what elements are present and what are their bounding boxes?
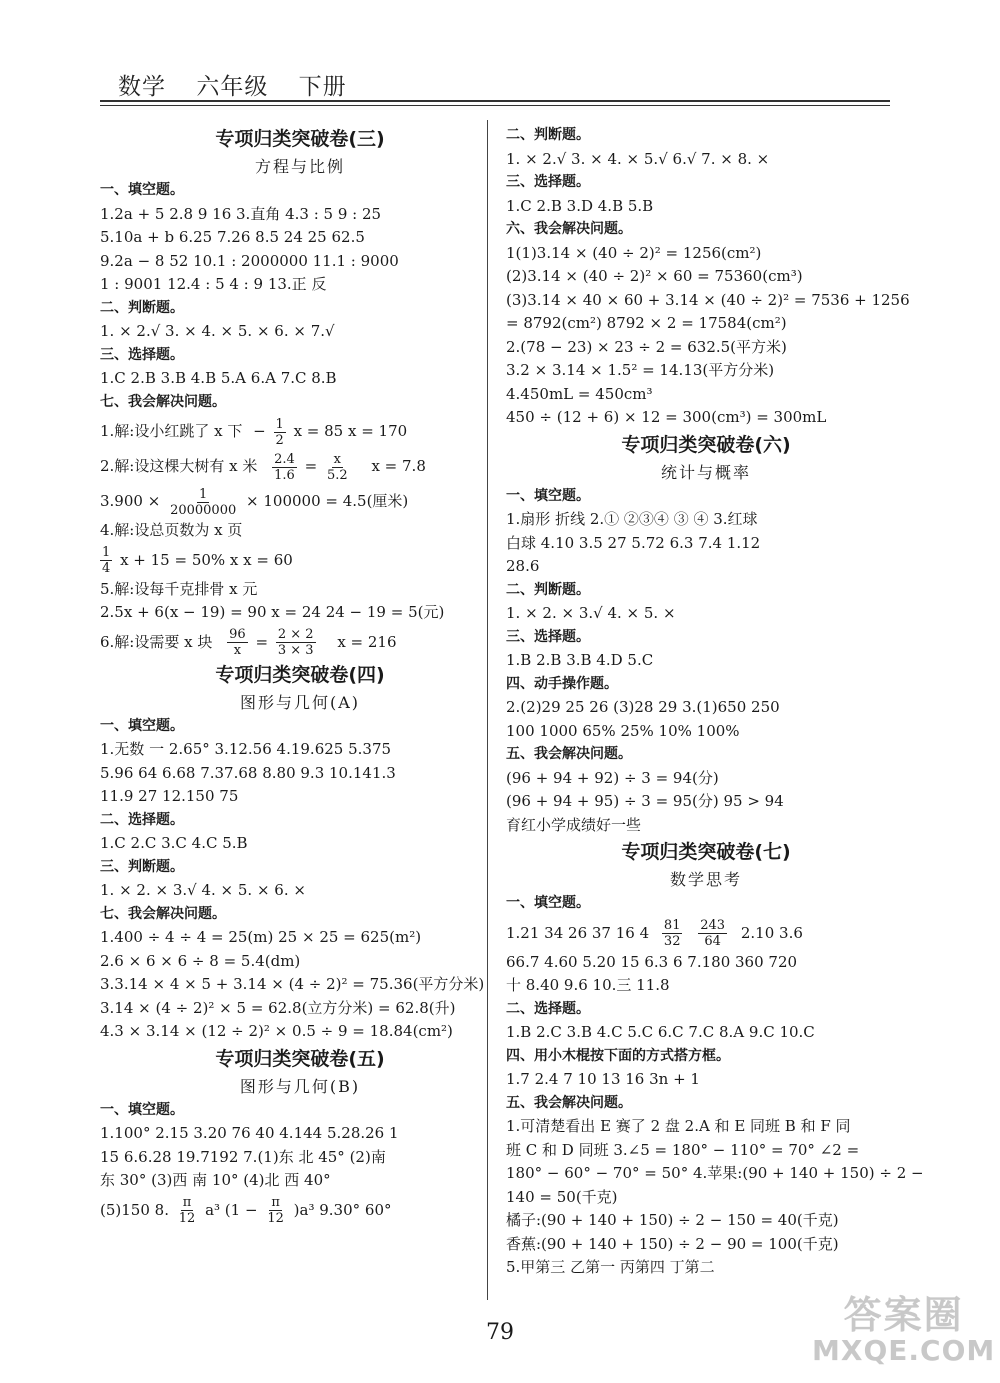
- answer-line: 2.(2)29 25 26 (3)28 29 3.(1)650 250: [506, 698, 780, 716]
- answer-line: 1. × 2.√ 3. × 4. × 5.√ 6.√ 7. × 8. ×: [506, 149, 770, 168]
- page-header: [118, 68, 369, 101]
- question-heading: 三、判断题。: [100, 858, 184, 875]
- answer-line: 28.6: [506, 557, 540, 575]
- section-subtitle: 图形与几何(A): [239, 692, 361, 712]
- question-heading: 三、选择题。: [100, 346, 184, 363]
- answer-line: (3)3.14 × 40 × 60 + 3.14 × (40 ÷ 2)² = 7536 + 1256: [506, 290, 910, 309]
- answer-line: 2.(78 − 23) × 23 ÷ 2 = 632.5(平方米): [506, 337, 787, 356]
- answer-line: (5)150 8. $\frac{\pi}{12}$ a³ (1 − $\frac{\pi}{12}$ )a³ 9.30° 60°: [100, 1195, 392, 1226]
- fraction: $\frac{\pi}{12}$: [267, 1195, 284, 1226]
- answer-line: 5.甲第三 乙第一 丙第四 丁第二: [506, 1258, 715, 1276]
- question-heading: 二、判断题。: [100, 299, 184, 316]
- answer-line: 十 8.40 9.6 10.三 11.8: [506, 976, 670, 994]
- question-heading: 一、填空题。: [506, 487, 590, 504]
- section-title: 专项归类突破卷(五): [215, 1047, 385, 1070]
- answer-line: 1.B 2.B 3.B 4.D 5.C: [506, 651, 654, 669]
- answer-line: 4.450mL = 450cm³: [506, 384, 653, 403]
- answer-line: 东 30° (3)西 南 10° (4)北 西 40°: [100, 1171, 331, 1189]
- question-heading: 二、判断题。: [506, 581, 590, 598]
- section-title: 专项归类突破卷(三): [215, 128, 385, 150]
- answer-line: 4.解:设总页数为 x 页: [100, 521, 243, 539]
- answer-line: (96 + 94 + 95) ÷ 3 = 95(分) 95 > 94: [506, 792, 784, 810]
- answer-line: 1.7 2.4 7 10 13 16 3n + 1: [506, 1070, 700, 1088]
- answer-line: 450 ÷ (12 + 6) × 12 = 300(cm³) = 300mL: [506, 408, 827, 426]
- section-subtitle: 图形与几何(B): [239, 1076, 361, 1096]
- answer-line: 1. × 2. × 3.√ 4. × 5. ×: [506, 604, 676, 622]
- fraction: $\frac{x}{5.2}$: [326, 451, 348, 483]
- header-rule: [100, 100, 890, 102]
- answer-line: (2)3.14 × (40 ÷ 2)² × 60 = 75360(cm³): [506, 267, 803, 285]
- answer-line: 5.解:设每千克排骨 x 元: [100, 579, 258, 598]
- answer-line: 3.2 × 3.14 × 1.5² = 14.13(平方分米): [506, 361, 775, 379]
- answer-line: 育红小学成绩好一些: [506, 815, 642, 834]
- answer-line: 11.9 27 12.150 75: [100, 787, 239, 805]
- answer-line: 1.B 2.C 3.B 4.C 5.C 6.C 7.C 8.A 9.C 10.C: [506, 1023, 815, 1041]
- question-heading: 一、填空题。: [100, 182, 184, 198]
- answer-line: 2.5x + 6(x − 19) = 90 x = 24 24 − 19 = 5(元): [100, 603, 445, 621]
- right-column: [506, 124, 924, 1280]
- answer-line: 180° − 60° − 70° = 50° 4.苹果:(90 + 140 + 150) ÷ 2 −: [506, 1164, 924, 1182]
- fraction: $\frac{1}{4}$: [102, 545, 111, 576]
- question-heading: 一、填空题。: [506, 895, 590, 911]
- fraction: $\frac{2 \times 2}{3 \times 3}$: [277, 627, 314, 658]
- answer-line: 140 = 50(千克): [506, 1187, 618, 1206]
- answer-line: 橘子:(90 + 140 + 150) ÷ 2 − 150 = 40(千克): [506, 1211, 839, 1229]
- answer-line: 5.10a + b 6.25 7.26 8.5 24 25 62.5: [100, 228, 365, 246]
- answer-line: 白球 4.10 3.5 27 5.72 6.3 7.4 1.12: [506, 533, 761, 552]
- answer-line: 6.解:设需要 x 块 $\frac{96}{x}$ = $\frac{2 \times 2}{3 \times 3}$ x = 216: [100, 627, 397, 658]
- watermark-url: MXQE.COM: [812, 1333, 996, 1367]
- answer-line: 2.解:设这棵大树有 x 米 $\frac{2.4}{1.6}$ = $\frac{x}{5.2}$ x = 7.8: [100, 451, 426, 483]
- section-subtitle: 方程与比例: [254, 157, 345, 176]
- question-heading: 四、动手操作题。: [506, 675, 618, 692]
- question-heading: 五、我会解决问题。: [506, 746, 632, 762]
- answer-line: 100 1000 65% 25% 10% 100%: [506, 721, 740, 740]
- fraction: $\frac{1}{2}$: [275, 416, 284, 448]
- answer-line: 3.14 × (4 ÷ 2)² × 5 = 62.8(立方分米) = 62.8(升): [100, 998, 456, 1017]
- section-title: 专项归类突破卷(六): [621, 433, 791, 456]
- answer-line: 3.3.14 × 4 × 5 + 3.14 × (4 ÷ 2)² = 75.36(平方分米): [100, 975, 485, 993]
- answer-line: 1.21 34 26 37 16 4 $\frac{81}{32}$ $\frac{243}{64}$ 2.10 3.6: [506, 918, 803, 949]
- answer-line: 1.扇形 折线 2.① ②③④ ③ ④ 3.红球: [506, 510, 758, 528]
- left-column: [100, 124, 500, 1228]
- answer-line: $\frac{1}{4}$ x + 15 = 50% x x = 60: [102, 545, 293, 576]
- fraction: $\frac{1}{20000000}$: [170, 486, 237, 518]
- answer-line: 15 6.6.28 19.7192 7.(1)东 北 45° (2)南: [100, 1147, 386, 1166]
- answer-line: 1 : 9001 12.4 : 5 4 : 9 13.正 反: [100, 275, 327, 293]
- answer-line: 2.6 × 6 × 6 ÷ 8 = 5.4(dm): [100, 951, 301, 970]
- header-grade: 六年级: [196, 74, 269, 100]
- answer-line: 1.2a + 5 2.8 9 16 3.直角 4.3 : 5 9 : 25: [100, 204, 382, 223]
- answer-line: 1.解:设小红跳了 x 下 − $\frac{1}{2}$ x = 85 x = 170: [100, 416, 408, 448]
- header-rule-thin: [100, 105, 890, 106]
- answer-line: 1. × 2.√ 3. × 4. × 5. × 6. × 7.√: [100, 322, 335, 340]
- answer-line: 1.100° 2.15 3.20 76 40 4.144 5.28.26 1: [100, 1124, 399, 1142]
- answer-line: 1. × 2. × 3.√ 4. × 5. × 6. ×: [100, 881, 306, 899]
- section-subtitle: 统计与概率: [660, 462, 751, 482]
- answer-line: 4.3 × 3.14 × (12 ÷ 2)² × 0.5 ÷ 9 = 18.84(cm²): [100, 1022, 453, 1040]
- answer-line: 1.C 2.B 3.B 4.B 5.A 6.A 7.C 8.B: [100, 369, 337, 387]
- question-heading: 七、我会解决问题。: [100, 905, 226, 922]
- answer-line: 1.可清楚看出 E 赛了 2 盘 2.A 和 E 同班 B 和 F 同: [506, 1117, 851, 1135]
- question-heading: 二、判断题。: [506, 127, 590, 143]
- answer-line: 香蕉:(90 + 140 + 150) ÷ 2 − 90 = 100(千克): [506, 1234, 839, 1253]
- answer-line: 1.C 2.C 3.C 4.C 5.B: [100, 834, 248, 852]
- question-heading: 二、选择题。: [100, 811, 184, 828]
- fraction: $\frac{243}{64}$: [700, 918, 726, 949]
- answer-line: 班 C 和 D 同班 3.∠5 = 180° − 110° = 70° ∠2 =: [506, 1140, 860, 1159]
- answer-line: 1(1)3.14 × (40 ÷ 2)² = 1256(cm²): [506, 243, 762, 262]
- answer-line: 9.2a − 8 52 10.1 : 2000000 11.1 : 9000: [100, 251, 399, 270]
- question-heading: 三、选择题。: [506, 628, 590, 645]
- section-title: 专项归类突破卷(七): [621, 841, 791, 863]
- page-number: 79: [486, 1320, 514, 1345]
- answer-line: (96 + 94 + 92) ÷ 3 = 94(分): [506, 768, 719, 787]
- question-heading: 一、填空题。: [100, 717, 184, 734]
- header-volume: 下册: [298, 74, 347, 100]
- header-subject: 数学: [118, 74, 166, 100]
- question-heading: 四、用小木棍按下面的方式搭方框。: [506, 1047, 730, 1064]
- watermark-logo: [812, 1293, 996, 1367]
- section-title: 专项归类突破卷(四): [215, 663, 385, 686]
- fraction: $\frac{96}{x}$: [229, 627, 246, 658]
- question-heading: 五、我会解决问题。: [506, 1094, 632, 1111]
- question-heading: 二、选择题。: [506, 1000, 590, 1017]
- answer-line: 3.900 × $\frac{1}{20000000}$ × 100000 = 4.5(厘米): [100, 486, 409, 518]
- section-subtitle: 数学思考: [669, 870, 742, 889]
- answer-line: 1.400 ÷ 4 ÷ 4 = 25(m) 25 × 25 = 625(m²): [100, 928, 422, 946]
- answer-line: 5.96 64 6.68 7.37.68 8.80 9.3 10.141.3: [100, 763, 396, 782]
- fraction: $\frac{\pi}{12}$: [178, 1195, 196, 1226]
- question-heading: 六、我会解决问题。: [506, 221, 632, 237]
- question-heading: 七、我会解决问题。: [100, 393, 226, 410]
- watermark-text: 答案圈: [843, 1293, 964, 1337]
- answer-line: 1.无数 一 2.65° 3.12.56 4.19.625 5.375: [100, 740, 392, 758]
- answer-line: = 8792(cm²) 8792 × 2 = 17584(cm²): [506, 314, 787, 332]
- answer-line: 1.C 2.B 3.D 4.B 5.B: [506, 196, 654, 215]
- question-heading: 一、填空题。: [100, 1101, 184, 1118]
- answer-line: 66.7 4.60 5.20 15 6.3 6 7.180 360 720: [506, 952, 798, 971]
- question-heading: 三、选择题。: [506, 174, 590, 190]
- fraction: $\frac{2.4}{1.6}$: [274, 451, 295, 483]
- fraction: $\frac{81}{32}$: [663, 918, 681, 949]
